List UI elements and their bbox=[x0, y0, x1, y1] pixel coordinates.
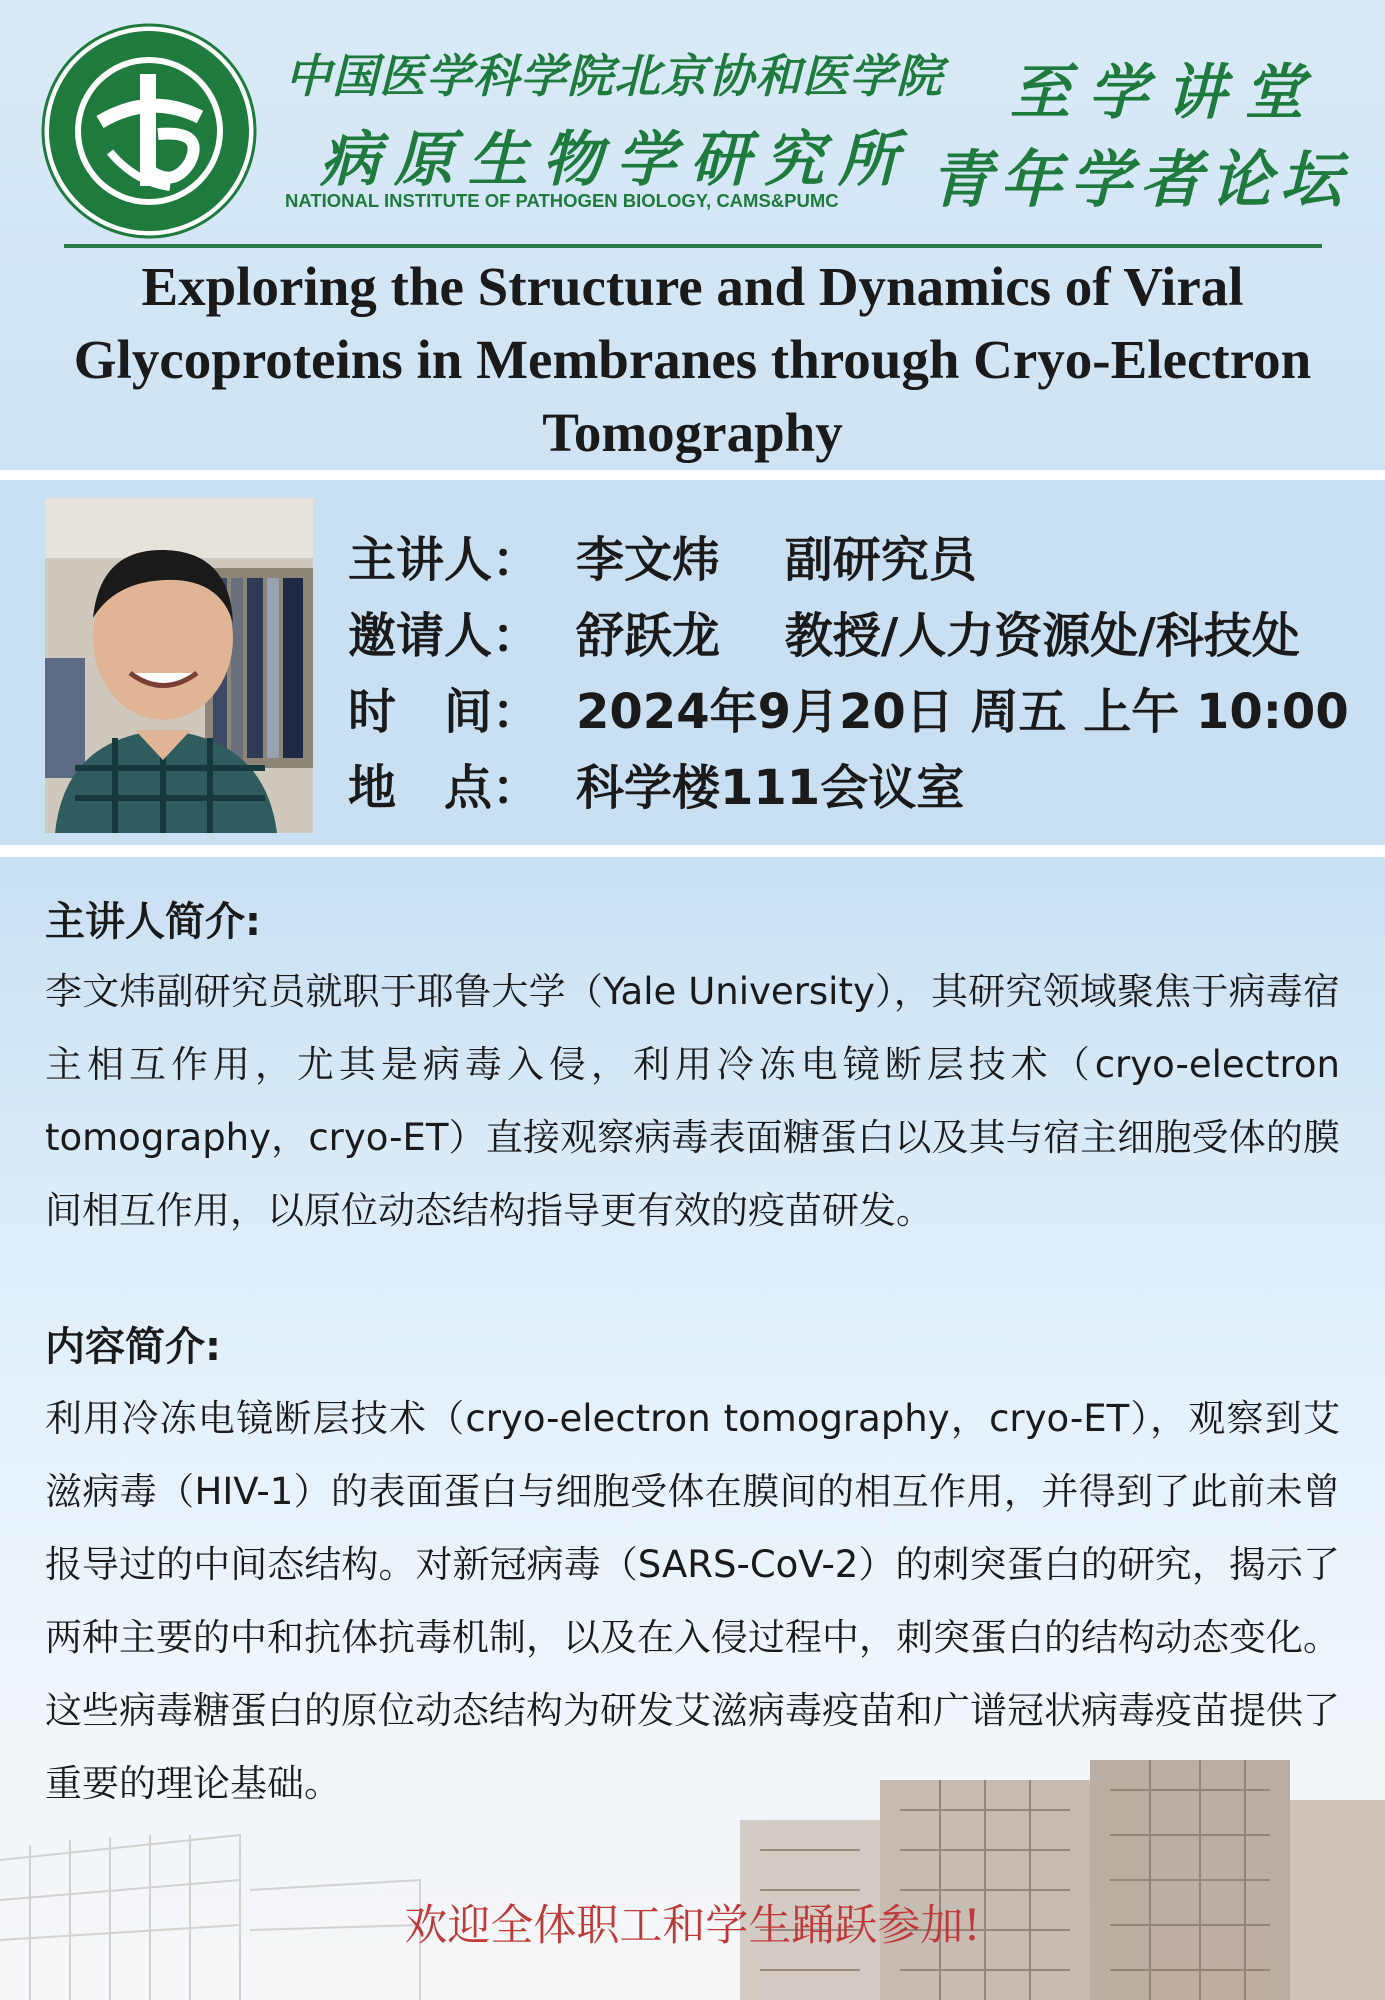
time-label: 时 间： bbox=[348, 683, 541, 740]
inviter-label: 邀请人： bbox=[348, 607, 541, 664]
header-divider bbox=[64, 244, 1322, 248]
talk-title: Exploring the Structure and Dynamics of Viral Glycoproteins in Membranes through Cryo-Electron Tomography bbox=[73, 256, 1312, 463]
forum-title-line2: 青年学者论坛 bbox=[930, 143, 1351, 216]
forum-title-line1: 至学讲堂 bbox=[1010, 58, 1322, 128]
institution-name-cn-line1: 中国医学科学院北京协和医学院 bbox=[285, 49, 943, 103]
abstract-heading: 内容简介: bbox=[45, 1324, 221, 1370]
inviter-row bbox=[348, 593, 1358, 669]
welcome-message: 欢迎全体职工和学生踊跃参加! bbox=[404, 1901, 981, 1951]
place-value: 科学楼111会议室 bbox=[576, 759, 965, 816]
time-value: 2024年9月20日 周五 上午 10:00 bbox=[576, 683, 1349, 740]
institution-name-en: NATIONAL INSTITUTE OF PATHOGEN BIOLOGY, CAMS&PUMC bbox=[285, 190, 839, 211]
campus-buildings-illustration bbox=[0, 1740, 1385, 2000]
bio-heading: 主讲人简介: bbox=[45, 899, 261, 945]
talk-details bbox=[348, 517, 1358, 821]
speaker-label: 主讲人： bbox=[348, 531, 541, 588]
speaker-value: 李文炜 副研究员 bbox=[576, 531, 977, 588]
speaker-photo bbox=[45, 498, 313, 833]
speaker-row bbox=[348, 517, 1358, 593]
place-label: 地 点： bbox=[348, 759, 541, 816]
institution-name-cn-line2: 病原生物学研究所 bbox=[320, 125, 912, 195]
institute-logo bbox=[40, 22, 258, 240]
abstract-text: 利用冷冻电镜断层技术（cryo-electron tomography，cryo-ET），观察到艾滋病毒（HIV-1）的表面蛋白与细胞受体在膜间的相互作用，并得到了此前未曾报导过的中间态结构。对新冠病毒（SARS-CoV-2）的刺突蛋白的研究，揭示了两种主要的中和抗体抗毒机制，以及在入侵过程中，刺突蛋白的结构动态变化。这些病毒糖蛋白的原位动态结构为研发艾滋病毒疫苗和广谱冠状病毒疫苗提供了重要的理论基础。 bbox=[45, 1397, 1340, 1805]
place-row bbox=[348, 745, 1358, 821]
bio-text: 李文炜副研究员就职于耶鲁大学（Yale University），其研究领域聚焦于病毒宿主相互作用，尤其是病毒入侵，利用冷冻电镜断层技术（cryo-electron tomography，cryo-ET）直接观察病毒表面糖蛋白以及其与宿主细胞受体的膜间相互作用，以原位动态结构指导更有效的疫苗研发。 bbox=[45, 970, 1340, 1232]
time-row bbox=[348, 669, 1358, 745]
inviter-value: 舒跃龙 教授/人力资源处/科技处 bbox=[576, 607, 1300, 664]
